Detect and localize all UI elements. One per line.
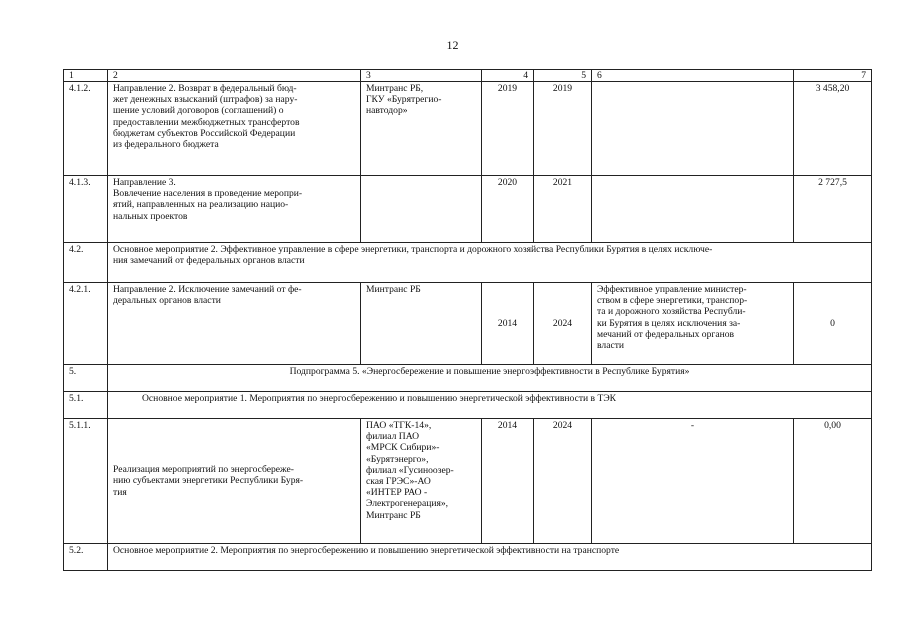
row-subprogram: Подпрограмма 5. «Энергосбережение и повышение энергоэффективности в Республике Бурятия»: [108, 365, 872, 392]
table-row: [64, 283, 872, 365]
row-name: Направление 2. Возврат в федеральный бюд- жет денежных взысканий (штрафов) за нару- шение условий договоров (соглашений) о предоставлении межбюджетных трансфертов бюджетам субъектов Российской Федерации из федерального бюджета: [108, 82, 361, 176]
row-number: 5.1.: [64, 392, 108, 419]
header-col-5: 5: [534, 70, 592, 82]
row-end-year: 2019: [534, 82, 592, 176]
row-result: [592, 82, 794, 176]
row-number: 4.1.2.: [64, 82, 108, 176]
row-executor: Минтранс РБ, ГКУ «Бурятрегио- навтодор»: [361, 82, 482, 176]
table-row: [64, 243, 872, 283]
row-number: 5.: [64, 365, 108, 392]
row-number: 5.2.: [64, 544, 108, 571]
program-table: [63, 69, 872, 571]
table-row: [64, 392, 872, 419]
row-number: 4.1.3.: [64, 176, 108, 243]
row-start-year: 2019: [482, 82, 534, 176]
row-end-year: 2024: [534, 419, 592, 544]
header-col-4: 4: [482, 70, 534, 82]
header-row: [64, 70, 872, 82]
table-row: [64, 419, 872, 544]
row-start-year: 2014: [482, 283, 534, 365]
page-number: 12: [446, 38, 459, 52]
row-number: 4.2.: [64, 243, 108, 283]
row-value: 3 458,20: [794, 82, 872, 176]
table-row: [64, 365, 872, 392]
row-main-activity: Основное мероприятие 2. Мероприятия по энергосбережению и повышению энергетической эффективности на транспорте: [108, 544, 872, 571]
row-end-year: 2021: [534, 176, 592, 243]
row-start-year: 2020: [482, 176, 534, 243]
header-col-6: 6: [592, 70, 794, 82]
row-result: -: [592, 419, 794, 544]
row-name: Направление 3. Вовлечение населения в проведение меропри- ятий, направленных на реализацию нацио- нальных проектов: [108, 176, 361, 243]
row-name: Направление 2. Исключение замечаний от фе- деральных органов власти: [108, 283, 361, 365]
header-col-2: 2: [108, 70, 361, 82]
header-col-3: 3: [361, 70, 482, 82]
header-col-7: 7: [794, 70, 872, 82]
row-executor: [361, 176, 482, 243]
row-number: 5.1.1.: [64, 419, 108, 544]
row-result: [592, 176, 794, 243]
row-value: 0: [794, 283, 872, 365]
row-main-activity: Основное мероприятие 2. Эффективное управление в сфере энергетики, транспорта и дорожного хозяйства Республики Бурятия в целях исключе- ния замечаний от федеральных органов власти: [108, 243, 872, 283]
row-start-year: 2014: [482, 419, 534, 544]
table-row: [64, 544, 872, 571]
row-executor: ПАО «ТГК-14», филиал ПАО «МРСК Сибири»- «Бурятэнерго», филиал «Гусиноозер- ская ГРЭС»-АО «ИНТЕР РАО - Электрогенерация», Минтранс РБ: [361, 419, 482, 544]
row-value: 2 727,5: [794, 176, 872, 243]
row-main-activity: Основное мероприятие 1. Мероприятия по энергосбережению и повышению энергетической эффективности в ТЭК: [108, 392, 872, 419]
row-end-year: 2024: [534, 283, 592, 365]
row-executor: Минтранс РБ: [361, 283, 482, 365]
table-row: [64, 176, 872, 243]
row-number: 4.2.1.: [64, 283, 108, 365]
header-col-1: 1: [64, 70, 108, 82]
table-row: [64, 82, 872, 176]
row-result: Эффективное управление министер- ством в сфере энергетики, транспор- та и дорожного хозяйства Республи- ки Бурятия в целях исключения за- мечаний от федеральных органов власти: [592, 283, 794, 365]
row-name: Реализация мероприятий по энергосбереже- нию субъектами энергетики Республики Буря- тия: [108, 419, 361, 544]
row-value: 0,00: [794, 419, 872, 544]
